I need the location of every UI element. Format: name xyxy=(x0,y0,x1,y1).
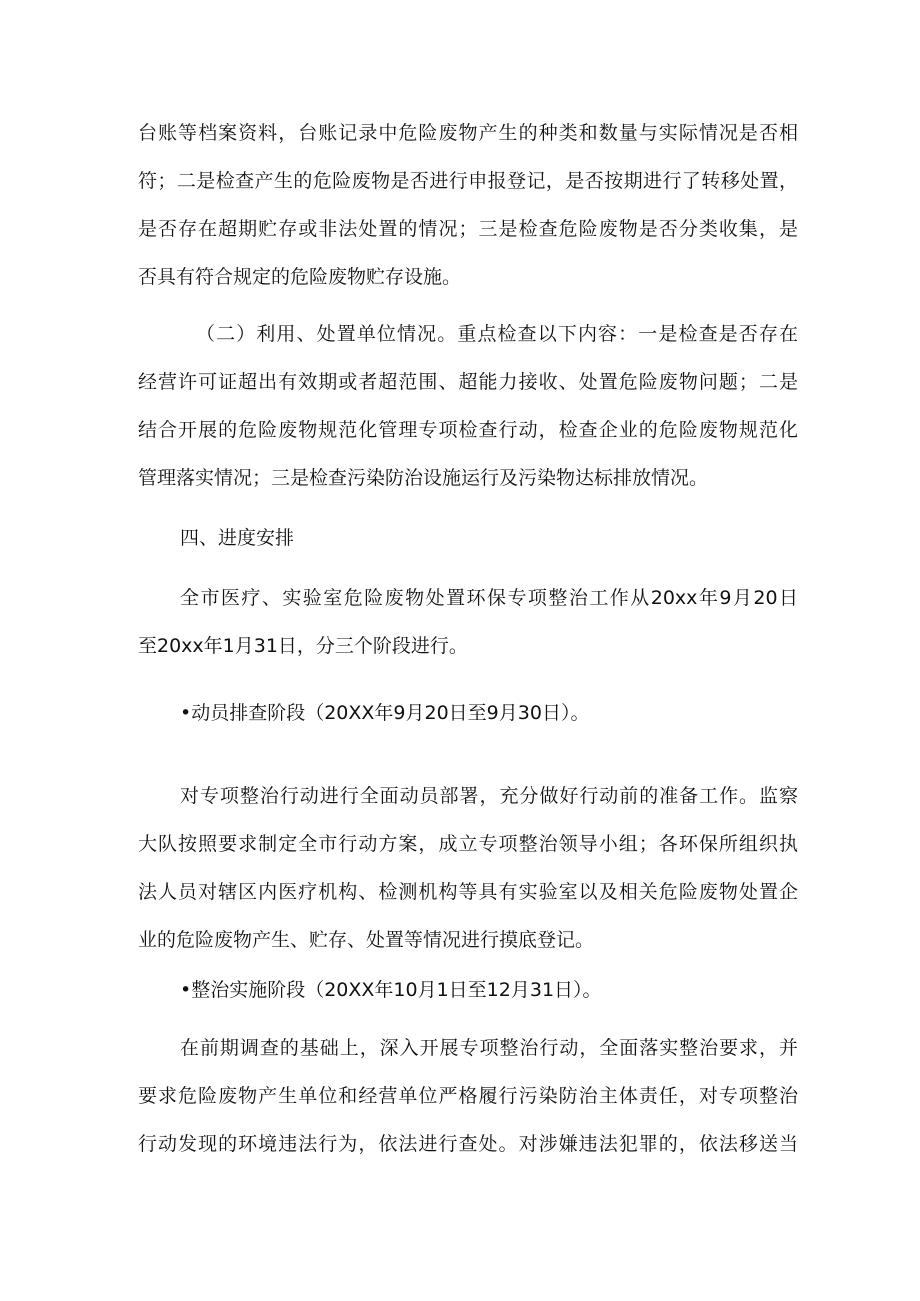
paragraph-line: 至20xx年1月31日，分三个阶段进行。 xyxy=(138,635,468,657)
paragraph-line: 全市医疗、实验室危险废物处置环保专项整治工作从20xx年9月20日 xyxy=(180,587,798,609)
paragraph-line: 台账等档案资料，台账记录中危险废物产生的种类和数量与实际情况是否相 xyxy=(138,122,798,144)
paragraph-line: 符；二是检查产生的危险废物是否进行申报登记，是否按期进行了转移处置， xyxy=(138,170,798,192)
paragraph-line: 对专项整治行动进行全面动员部署，充分做好行动前的准备工作。监察 xyxy=(180,785,798,807)
paragraph-line: 业的危险废物产生、贮存、处置等情况进行摸底登记。 xyxy=(138,929,595,951)
paragraph-line: 法人员对辖区内医疗机构、检测机构等具有实验室以及相关危险废物处置企 xyxy=(138,881,798,903)
paragraph-line: 管理落实情况；三是检查污染防治设施运行及污染物达标排放情况。 xyxy=(138,467,709,489)
paragraph-line: 大队按照要求制定全市行动方案，成立专项整治领导小组；各环保所组织执 xyxy=(138,833,798,855)
paragraph-line: 经营许可证超出有效期或者超范围、超能力接收、处置危险废物问题；二是 xyxy=(138,371,798,393)
paragraph-line: 结合开展的危险废物规范化管理专项检查行动，检查企业的危险废物规范化 xyxy=(138,419,798,441)
stage-bullet: •整治实施阶段（20XX年10月1日至12月31日）。 xyxy=(180,979,602,1001)
stage-bullet: •动员排查阶段（20XX年9月20日至9月30日）。 xyxy=(180,702,590,724)
paragraph-line: （二）利用、处置单位情况。重点检查以下内容：一是检查是否存在 xyxy=(196,323,798,345)
paragraph-line: 是否存在超期贮存或非法处置的情况；三是检查危险废物是否分类收集，是 xyxy=(138,218,798,240)
paragraph-line: 在前期调查的基础上，深入开展专项整治行动，全面落实整治要求，并 xyxy=(180,1037,798,1059)
section-heading: 四、进度安排 xyxy=(180,527,295,549)
paragraph-line: 否具有符合规定的危险废物贮存设施。 xyxy=(138,266,462,288)
paragraph-line: 行动发现的环境违法行为，依法进行查处。对涉嫌违法犯罪的，依法移送当 xyxy=(138,1133,798,1155)
paragraph-line: 要求危险废物产生单位和经营单位严格履行污染防治主体责任，对专项整治 xyxy=(138,1085,798,1107)
